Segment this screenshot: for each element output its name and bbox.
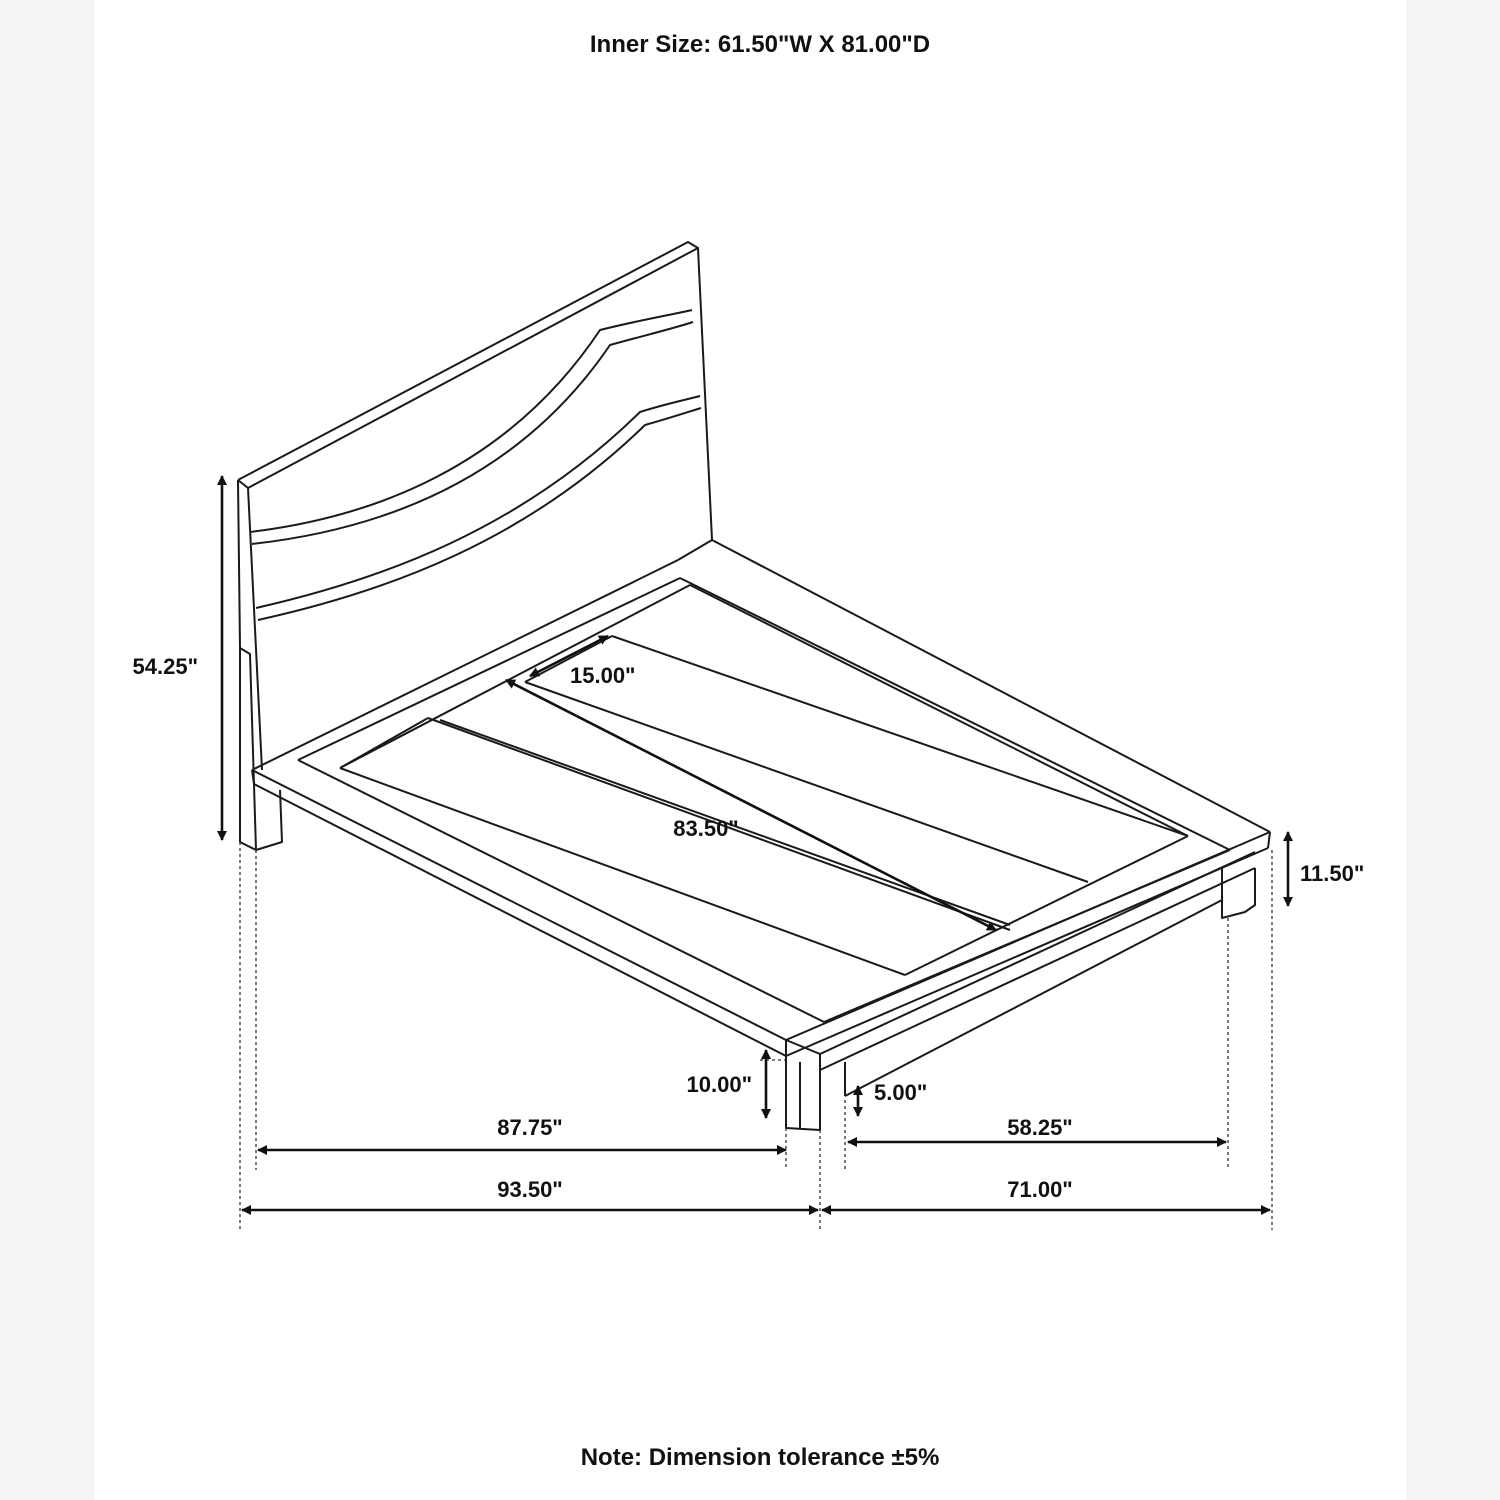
- inner-size-title: Inner Size: 61.50"W X 81.00"D: [589, 31, 931, 58]
- frame-legs: [786, 868, 1255, 1130]
- inner-width-label: 58.25": [1007, 1115, 1073, 1140]
- extension-lines: [240, 842, 1272, 1230]
- overall-length-label: 93.50": [497, 1177, 563, 1202]
- tolerance-note: Note: Dimension tolerance ±5%: [580, 1444, 940, 1471]
- side-leg-height-label: 5.00": [874, 1080, 928, 1105]
- platform-frame: [252, 540, 1270, 1070]
- overall-width-label: 71.00": [1007, 1177, 1073, 1202]
- footboard-leg-height-label: 10.00": [686, 1072, 752, 1097]
- frame-height-label: 11.50": [1300, 861, 1365, 886]
- slat-length-label: 83.50": [673, 816, 739, 841]
- slats: [340, 636, 1188, 975]
- inner-length-label: 87.75": [497, 1115, 563, 1140]
- bed-frame-drawing: [238, 242, 1270, 1130]
- headboard-height-label: 54.25": [132, 654, 198, 679]
- headboard: [238, 242, 712, 770]
- slat-spacing-label: 15.00": [570, 663, 636, 688]
